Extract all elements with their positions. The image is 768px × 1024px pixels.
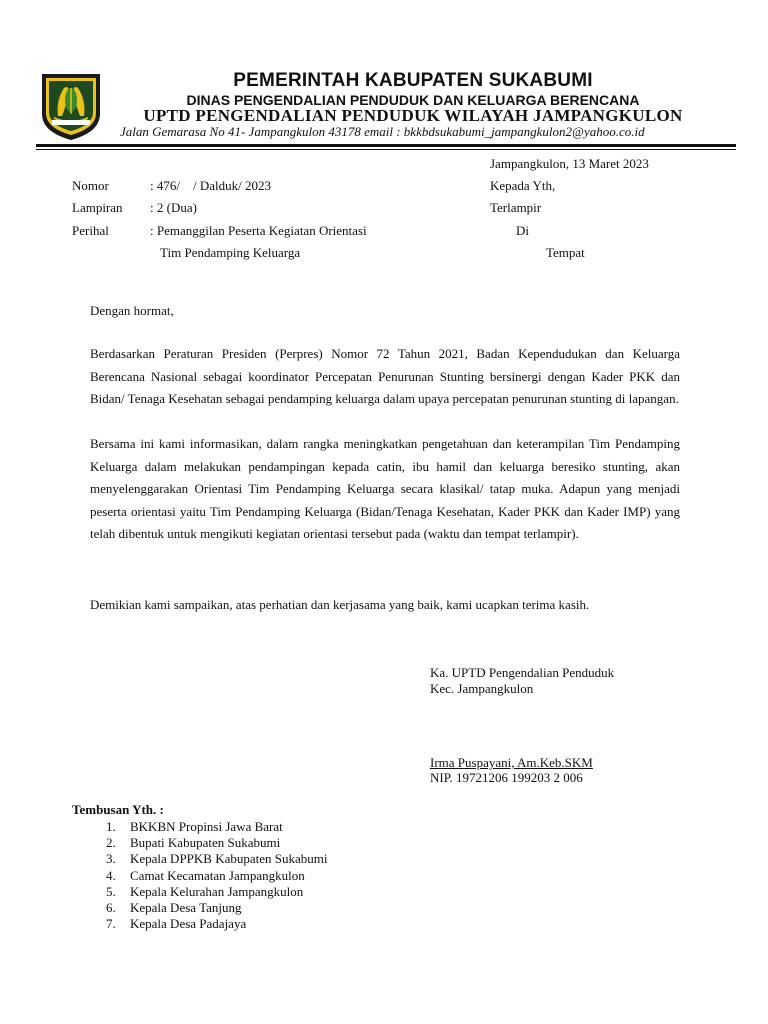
lampiran-label: Lampiran <box>72 200 123 215</box>
perihal-label: Perihal <box>72 223 109 238</box>
cc-item-text: Bupati Kabupaten Sukabumi <box>130 835 281 851</box>
cc-item-number: 6. <box>106 900 116 916</box>
paragraph-announcement: Bersama ini kami informasikan, dalam rangka meningkatkan pengetahuan dan keterampilan Tim Pendamping Keluarga dalam melakukan pendampingan kepada catin, ibu hamil dan keluarga beresiko stunting, akan menyelenggarakan Orientasi Tim Pendamping Keluarga secara klasikal/ tatap muka. Adapun yang menjadi peserta orientasi yaitu Tim Pendamping Keluarga (Bidan/Tenaga Kesehatan, Kader PKK dan Kader IMP) yang telah dibentuk untuk mengikuti kegiatan orientasi tersebut pada (waktu dan tempat terlampir). <box>90 436 680 541</box>
signatory-nip: NIP. 19721206 199203 2 006 <box>430 770 583 785</box>
nomor-value: : 476/ / Dalduk/ 2023 <box>150 178 271 193</box>
cc-item <box>106 868 328 884</box>
cc-item-text: Kepala Desa Padajaya <box>130 916 247 932</box>
letterhead-agency: DINAS PENGENDALIAN PENDUDUK DAN KELUARGA BERENCANA <box>186 92 640 108</box>
regency-logo <box>38 70 104 142</box>
cc-item <box>106 851 328 867</box>
salutation: Dengan hormat, <box>90 303 174 318</box>
cc-item-text: Kepala Kelurahan Jampangkulon <box>130 883 304 899</box>
cc-item <box>106 819 328 835</box>
cc-item-text: Kepala DPPKB Kabupaten Sukabumi <box>130 851 328 867</box>
letterhead-address: Jalan Gemarasa No 41- Jampangkulon 43178 email : bkkbdsukabumi_jampangkulon2@yahoo.co.id <box>120 124 645 139</box>
cc-item-number: 7. <box>106 916 116 932</box>
cc-item-number: 2. <box>106 835 116 851</box>
letter-date: Jampangkulon, 13 Maret 2023 <box>490 156 649 171</box>
cc-item <box>106 916 328 932</box>
cc-item-number: 3. <box>106 851 116 867</box>
cc-item-number: 4. <box>106 867 116 883</box>
paragraph-legal-basis: Berdasarkan Peraturan Presiden (Perpres) Nomor 72 Tahun 2021, Badan Kependudukan dan Keluarga Berencana Nasional sebagai koordinator Percepatan Penurunan Stunting bersinergi dengan Kader PKK dan Bidan/ Tenaga Kesehatan sebagai pendamping keluarga dalam upaya percepatan penurunan stunting di lapangan. <box>90 346 680 406</box>
recipient-greeting: Kepada Yth, <box>490 178 556 193</box>
cc-item-number: 1. <box>106 819 116 834</box>
cc-item-text: Kepala Desa Tanjung <box>130 900 242 916</box>
letterhead-unit: UPTD PENGENDALIAN PENDUDUK WILAYAH JAMPANGKULON <box>143 106 683 125</box>
perihal-value-continued: Tim Pendamping Keluarga <box>160 245 301 260</box>
cc-item <box>106 835 328 851</box>
cc-item-text: Camat Kecamatan Jampangkulon <box>130 867 305 883</box>
header-rule-thick <box>36 144 736 147</box>
nomor-label: Nomor <box>72 178 109 193</box>
perihal-value: : Pemanggilan Peserta Kegiatan Orientasi <box>150 223 367 238</box>
lampiran-value: : 2 (Dua) <box>150 200 197 215</box>
paragraph-closing: Demikian kami sampaikan, atas perhatian dan kerjasama yang baik, kami ucapkan terima kasih. <box>90 597 590 612</box>
letterhead-government: PEMERINTAH KABUPATEN SUKABUMI <box>233 70 593 91</box>
cc-item-text: BKKBN Propinsi Jawa Barat <box>130 819 283 834</box>
recipient-name: Terlampir <box>490 200 542 215</box>
cc-item <box>106 900 328 916</box>
recipient-place: Tempat <box>546 245 585 260</box>
signatory-office: Kec. Jampangkulon <box>430 681 534 696</box>
recipient-at: Di <box>516 223 529 238</box>
signatory-name: Irma Puspayani, Am.Keb.SKM <box>430 755 593 770</box>
cc-item-number: 5. <box>106 883 116 899</box>
cc-list <box>106 819 328 932</box>
header-rule-thin <box>36 149 736 150</box>
cc-item <box>106 884 328 900</box>
signatory-title: Ka. UPTD Pengendalian Penduduk <box>430 665 615 680</box>
cc-heading: Tembusan Yth. : <box>72 802 164 817</box>
